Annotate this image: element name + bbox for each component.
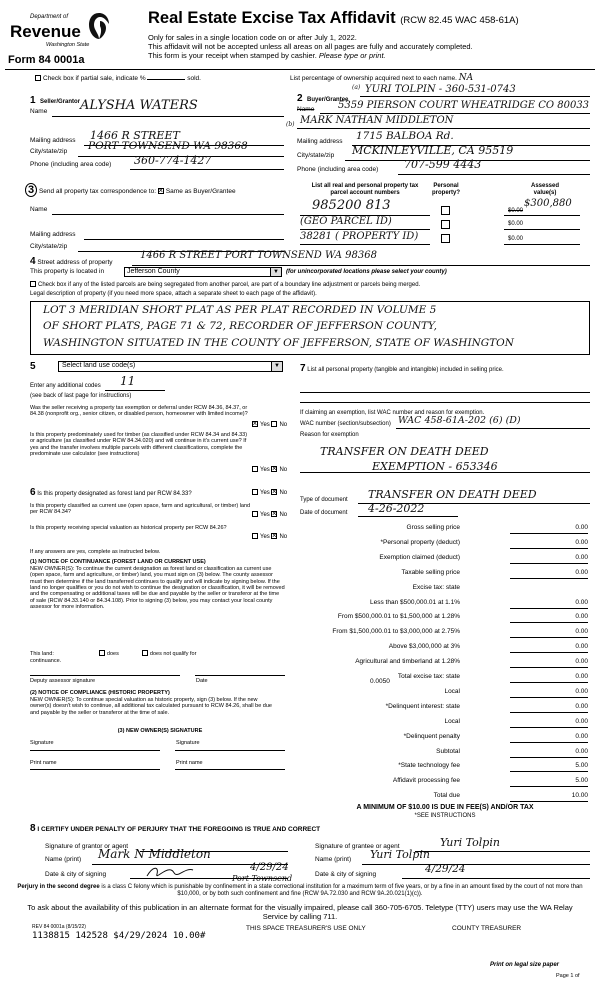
buyer-mark-b: (b) — [286, 121, 295, 128]
buyer-mail[interactable]: 1715 BALBOA Rd. — [356, 130, 454, 142]
partial-sold: sold. — [187, 75, 201, 82]
parcel-number-1[interactable]: 985200 813 — [312, 198, 391, 213]
buyer-heading-label: Buyer/Grantee — [307, 97, 349, 103]
county-treasurer: COUNTY TREASURER — [452, 925, 522, 932]
s6-q3-no: No — [279, 534, 288, 540]
prop-street-row — [30, 256, 113, 268]
s8-num: 8 — [30, 823, 36, 834]
tax-row — [300, 777, 590, 788]
s8-cert-row — [30, 823, 320, 835]
n3-print-label-2: Print name — [176, 760, 203, 766]
tax-row — [300, 688, 590, 699]
seller-phone-label: Phone (including area code) — [30, 161, 112, 168]
prop-loc-note: (for unincorporated locations please select your county) — [286, 269, 447, 275]
s7-num: 7 — [300, 363, 306, 374]
tax-row — [300, 792, 590, 803]
codes-label: Enter any additional codes — [30, 383, 101, 389]
tax-row-value[interactable]: 0.00 — [510, 539, 588, 549]
s6-q3: Is this property receiving special valuation as historical property per RCW 84.26? — [30, 525, 227, 531]
tax-row — [300, 613, 590, 624]
seller-mail[interactable]: 1466 R STREET — [90, 129, 180, 142]
parcels-personal-header: Personal property? — [431, 183, 460, 197]
logo-main: Revenue — [10, 22, 81, 41]
pct-row — [290, 73, 473, 84]
pct-label: List percentage of ownership acquired next to each name. — [290, 75, 457, 82]
s6-land-label: This land: — [30, 651, 54, 657]
codes-value[interactable]: 11 — [120, 374, 136, 388]
doc-type-label: Type of document — [300, 497, 348, 503]
tax-row-label: From $500,000.01 to $1,500,000 at 1.28% — [337, 613, 460, 621]
parcels-header: List all real and personal property tax parcel account numbers — [311, 183, 419, 197]
g-city[interactable]: Port Townsend — [232, 874, 293, 883]
tax-row-value[interactable]: 0.00 — [510, 733, 588, 743]
buyer-city[interactable]: MCKINLEYVILLE, CA 95519 — [352, 144, 514, 157]
tax-row — [300, 628, 590, 639]
buyer-mail-label: Mailing address — [297, 138, 343, 145]
exempt-label: If claiming an exemption, list WAC number and reason for exemption. — [300, 410, 485, 416]
codes-note: (see back of last page for instructions) — [30, 393, 132, 399]
prop-seg-row — [30, 281, 420, 289]
s5-q2-answers — [252, 466, 287, 474]
tax-row-label: Total due — [433, 792, 460, 800]
tax-row — [300, 643, 590, 654]
g-name-label: Name (print) — [45, 856, 82, 863]
partial-sale-label: Check box if partial sale, indicate % — [43, 75, 146, 82]
legal-description-box[interactable] — [30, 301, 590, 355]
buyer-num: 2 — [297, 93, 303, 104]
tax-row — [300, 703, 590, 714]
pct-value: NA — [458, 73, 474, 83]
seller-city[interactable]: PORT TOWNSEND WA 98368 — [88, 140, 248, 152]
s6-q3-no-checkbox[interactable] — [271, 533, 277, 539]
s6-doesnot-checkbox[interactable] — [142, 650, 148, 656]
tax-row-value[interactable]: 5.00 — [510, 777, 588, 787]
parcel-number-2[interactable]: (GEO PARCEL ID) — [300, 216, 392, 227]
seller-mail-label: Mailing address — [30, 137, 76, 144]
s6-n1-text: NEW OWNER(S): To continue the current designation as forest land or classification as current use (open space, farm and agriculture, or timber) land, you must sign on (3) below. The county assessor must then determine if the land transferred continues to qualify and will indicate by signing below. If the land no longer qualifies or you do not wish to continue the designation or classification, it will be removed and the compensating or additional taxes will be due and payable by the seller or transferor at the time of sale (RCW 84.33.140 or 84.34.108). Prior to signing (3) below, you may contact your local county assessor for more information. — [30, 566, 285, 610]
legal-paper-note: Print on legal size paper — [490, 962, 560, 968]
s5-q1-yes-checkbox[interactable] — [252, 421, 258, 427]
tax-row — [300, 762, 590, 773]
header-sub3-text: This form is your receipt when stamped by cashier. — [148, 51, 317, 60]
county-select-value: Jefferson County — [127, 268, 180, 275]
buyer-name-3[interactable]: MARK NATHAN MIDDLETON — [300, 115, 454, 126]
tax-row — [300, 584, 590, 595]
tax-row-value[interactable]: 0.00 — [510, 554, 588, 564]
seller-heading-label: Seller/Grantor — [40, 99, 81, 105]
seller-city-label: City/state/zip — [30, 148, 68, 155]
buyer-city-label: City/state/zip — [297, 152, 335, 159]
revenue-logo — [8, 10, 133, 66]
tax-see: *SEE INSTRUCTIONS — [414, 813, 476, 819]
wac-value[interactable]: WAC 458-61A-202 (6) (D) — [398, 415, 521, 426]
corr-same-label: Same as Buyer/Grantee — [165, 188, 236, 195]
prop-street-label: Street address of property — [37, 259, 113, 266]
s6-q2-yes: Yes — [260, 512, 270, 518]
n3-sig-label-2: Signature — [176, 740, 200, 746]
partial-sale-checkbox[interactable] — [35, 75, 41, 81]
logo-state: Washington State — [46, 42, 90, 48]
tax-row-value[interactable]: 0.00 — [510, 524, 588, 534]
tax-row-label: *State technology fee — [398, 762, 460, 770]
form-title — [148, 9, 519, 28]
parcel-value-2[interactable]: $0.00 — [508, 221, 524, 227]
prop-seg-label: Check box if any of the listed parcels are being segregated from another parcel, are part of a boundary line adjustment or parcels being merged. — [38, 282, 421, 288]
local-rate: 0.0050 — [370, 678, 390, 685]
tax-row-value[interactable]: 0.00 — [510, 628, 588, 638]
tax-row-value[interactable]: 0.00 — [510, 703, 588, 713]
treasurer-text: THIS SPACE TREASURER'S USE ONLY — [246, 925, 366, 932]
s7-label: List all personal property (tangible and intangible) included in selling price. — [307, 367, 504, 373]
tax-row — [300, 658, 590, 669]
tax-row — [300, 733, 590, 744]
deputy-date-label: Date — [196, 678, 208, 684]
seller-name-label: Name — [30, 108, 48, 115]
tax-row-value[interactable]: 0.00 — [510, 599, 588, 609]
parcel-value-1[interactable]: $300,880 — [524, 198, 572, 209]
s6-n2-heading: (2) NOTICE OF COMPLIANCE (HISTORIC PROPERTY) — [30, 690, 170, 696]
buyer-phone[interactable]: 707-599 4443 — [404, 158, 482, 171]
parcel-number-3[interactable]: 38281 ( PROPERTY ID) — [300, 231, 419, 242]
s6-num: 6 — [30, 487, 36, 498]
tax-row-value[interactable]: 0.00 — [510, 673, 588, 683]
tax-row-value[interactable]: 0.00 — [510, 643, 588, 653]
g-date-label: Date & city of signing — [45, 871, 107, 878]
tax-row — [300, 554, 590, 565]
s6-q2: Is this property classified as current use (open space, farm and agricultural, or timber) land per RCW 84.34? — [30, 503, 251, 516]
n3-sig-label-1: Signature — [30, 740, 54, 746]
perjury-body: is a class C felony which is punishable by confinement in a state correctional institution for a maximum term of five years, or by a fine in an amount fixed by the court of not more than $10,000, or by both such confinement and fine (RCW 9A.72.030 and RCW 9A.20.021(1)(c)). — [101, 884, 583, 898]
g-sig-label: Signature of grantor or agent — [45, 843, 129, 850]
s6-q2-yes-checkbox[interactable] — [252, 511, 258, 517]
s5-q2-yes-checkbox[interactable] — [252, 466, 258, 472]
deputy-sig-label: Deputy assessor signature — [30, 678, 96, 684]
s5-q1-answers — [252, 421, 287, 429]
s5-q1-yes: Yes — [260, 422, 270, 428]
tax-row-value[interactable]: 0.00 — [510, 688, 588, 698]
s5-q1-no-checkbox[interactable] — [271, 421, 277, 427]
tax-row-label: Exemption claimed (deduct) — [379, 553, 460, 561]
s5-q2-yes: Yes — [260, 467, 270, 473]
tax-row-label: Excise tax: state — [412, 583, 460, 591]
tax-row — [300, 539, 590, 550]
tax-row-label: Above $3,000,000 at 3% — [388, 643, 460, 651]
s6-q1-row — [30, 487, 252, 499]
s5-q2: Is this property predominately used for timber (as classified under RCW 84.34 and 84.33) or agriculture (as classified under RCW 84.34.020) and will continue in it's current use? If yes and the transfer involves multiple parcels with different classifications, complete the predominate use calculator (see instructions) — [30, 432, 248, 457]
parcels-value-header: Assessed value(s) — [530, 183, 560, 197]
s6-q2-no: No — [279, 512, 288, 518]
header-sub3-italic: Please type or print. — [318, 51, 386, 60]
b-date[interactable]: 4/29/24 — [425, 863, 466, 875]
access-text: To ask about the availability of this publication in an alternate format for the visually impaired, please call 360-705-6705. Teletype (TTY) users may use the WA Relay Service by calling 711. — [27, 903, 573, 921]
wac-label: WAC number (section/subsection) — [300, 421, 391, 427]
s5-q2-no-checkbox[interactable] — [271, 466, 277, 472]
form-number: Form 84 0001a — [8, 54, 85, 66]
doc-type-value[interactable]: TRANSFER ON DEATH DEED — [368, 488, 537, 501]
header-sub3 — [148, 51, 386, 60]
corr-same-checkbox[interactable] — [158, 188, 164, 194]
s5-q1: Was the seller receiving a property tax exemption or deferral under RCW 84.36, 84.37, or 84.38 (nonprofit org., senior citizen, or disabled person, homeowner with limited income)? — [30, 405, 248, 418]
s6-does-checkbox[interactable] — [99, 650, 105, 656]
buyer-mark-a: (a) — [352, 84, 361, 91]
s6-continuance: continuance. — [30, 658, 62, 664]
tax-row-label: Affidavit processing fee — [392, 777, 460, 785]
rev-text: REV 84 0001a (8/15/22) — [32, 924, 86, 930]
tax-row-value[interactable]: 0.00 — [510, 658, 588, 668]
perjury-bold: Perjury in the second degree — [17, 884, 100, 890]
form-title-rcw: (RCW 82.45 WAC 458-61A) — [400, 15, 519, 26]
g-name[interactable]: Mark N Middleton — [98, 847, 211, 861]
prop-loc-label: This property is located in — [30, 268, 105, 275]
buyer-name-1[interactable]: YURI TOLPIN - 360-531-0743 — [365, 84, 516, 95]
tax-row-label: Subtotal — [436, 747, 460, 755]
corr-row — [25, 184, 236, 197]
land-use-select-value: Select land use code(s) — [62, 362, 136, 369]
seller-phone[interactable]: 360-774-1427 — [134, 154, 212, 167]
corr-num: 3 — [25, 183, 37, 197]
legal-line-2: OF SHORT PLATS, PAGE 71 & 72, RECORDER OF JEFFERSON COUNTY, — [43, 320, 437, 332]
reason-line-2[interactable]: EXEMPTION - 653346 — [372, 460, 498, 473]
buyer-phone-label: Phone (including area code) — [297, 166, 379, 173]
tax-row-label: *Personal property (deduct) — [380, 538, 460, 546]
seller-heading — [30, 90, 80, 108]
corr-city-label: City/state/zip — [30, 243, 68, 250]
s6-q1-yes-checkbox[interactable] — [252, 489, 258, 495]
grantor-signature-icon — [145, 862, 195, 882]
n3-print-label-1: Print name — [30, 760, 57, 766]
s6-doesnot-label: does not qualify for — [149, 651, 197, 657]
tax-row-value[interactable]: 0.00 — [510, 718, 588, 728]
seller-num: 1 — [30, 95, 36, 106]
s6-land-row — [30, 650, 196, 657]
prop-seg-checkbox[interactable] — [30, 281, 36, 287]
tax-row-label: *Delinquent interest: state — [385, 702, 460, 710]
prop-street[interactable]: 1466 R STREET PORT TOWNSEND WA 98368 — [140, 250, 377, 261]
perjury-text — [5, 884, 595, 898]
corr-name-label: Name — [30, 206, 48, 213]
tax-row-value[interactable]: 0.00 — [510, 613, 588, 623]
s6-q2-answers — [252, 511, 287, 519]
s6-does-label: does — [106, 651, 119, 657]
legal-line-3: WASHINGTON SITUATED IN THE COUNTY OF JEFFERSON, STATE OF WASHINGTON — [43, 337, 514, 349]
header-sub1: Only for sales in a single location code on or after July 1, 2022. — [148, 33, 357, 42]
parcel-value-3[interactable]: $0.00 — [508, 236, 524, 242]
tax-row-value[interactable]: 0.00 — [510, 569, 588, 579]
land-use-select[interactable] — [58, 361, 283, 372]
s6-q1-yes: Yes — [260, 490, 270, 496]
tax-row-label: Taxable selling price — [401, 568, 460, 576]
tax-row — [300, 673, 590, 684]
county-select[interactable] — [124, 267, 282, 277]
b-date-label: Date & city of signing — [315, 871, 377, 878]
tax-row — [300, 599, 590, 610]
s6-q3-answers — [252, 533, 287, 541]
tax-row-label: From $1,500,000.01 to $3,000,000 at 2.75% — [332, 628, 460, 636]
chevron-down-icon[interactable]: ▼ — [270, 268, 281, 276]
s6-q1: Is this property designated as forest land per RCW 84.33? — [37, 491, 192, 497]
b-sig-label: Signature of grantee or agent — [315, 843, 400, 850]
tax-row-label: Total excise tax: state — [397, 673, 460, 680]
tax-minimum: A MINIMUM OF $10.00 IS DUE IN FEE(S) AND/OR TAX — [356, 804, 534, 811]
tax-row-label: *Delinquent penalty — [403, 732, 460, 740]
s6-q1-answers — [252, 489, 287, 497]
wa-logo-icon — [88, 12, 110, 40]
parcel-personal-checkbox-3[interactable] — [441, 234, 450, 243]
tax-row — [300, 569, 590, 580]
corr-label: Send all property tax correspondence to: — [38, 188, 157, 195]
prop-num: 4 — [30, 256, 36, 267]
corr-mail-label: Mailing address — [30, 231, 76, 238]
tax-row-label: Gross selling price — [406, 524, 460, 531]
tax-row — [300, 524, 590, 535]
tax-row-label: Less than $500,000.01 at 1.1% — [370, 598, 460, 606]
parcel-personal-checkbox-2[interactable] — [441, 220, 450, 229]
parcel-personal-checkbox-1[interactable] — [441, 206, 450, 215]
s6-n1-heading: (1) NOTICE OF CONTINUANCE (FOREST LAND OR CURRENT USE) — [30, 559, 206, 565]
doc-date-value[interactable]: 4-26-2022 — [368, 502, 425, 515]
tax-row-value[interactable]: 5.00 — [510, 762, 588, 772]
tax-row — [300, 748, 590, 759]
tax-row-value[interactable]: 0.00 — [510, 748, 588, 758]
b-name-label: Name (print) — [315, 856, 352, 863]
land-use-chevron-icon[interactable]: ▼ — [271, 362, 282, 371]
tax-row — [300, 718, 590, 729]
b-name[interactable]: Yuri Tolpin — [370, 848, 430, 861]
reason-label: Reason for exemption — [300, 432, 359, 438]
s5-q2-no: No — [279, 467, 288, 473]
tax-row-label: Local — [444, 717, 460, 725]
s6-n3-heading: (3) NEW OWNER(S) SIGNATURE — [117, 728, 203, 734]
reason-line-1[interactable]: TRANSFER ON DEATH DEED — [320, 445, 489, 458]
s5-num: 5 — [30, 361, 36, 372]
parcel-value-strike-1: $0.00 — [508, 208, 524, 214]
buyer-name-label: Name — [297, 106, 315, 113]
s8-cert: I CERTIFY UNDER PENALTY OF PERJURY THAT THE FOREGOING IS TRUE AND CORRECT — [37, 826, 321, 833]
s7-row — [300, 363, 590, 375]
b-sig[interactable]: Yuri Tolpin — [440, 836, 500, 849]
legal-line-1: LOT 3 MERIDIAN SHORT PLAT AS PER PLAT RECORDED IN VOLUME 5 — [43, 304, 437, 316]
s6-n2-text: NEW OWNER(S): To continue special valuation as historic property, sign (3) below. If the new owner(s) doesn't wish to continue, all additional tax calculated pursuant to RCW 84.26, shall be due and payable by the seller or transferor at the time of sale. — [30, 697, 272, 716]
s6-q1-no-checkbox[interactable] — [271, 489, 277, 495]
s6-q3-yes: Yes — [260, 534, 270, 540]
form-title-text: Real Estate Excise Tax Affidavit — [148, 9, 396, 27]
seller-name[interactable]: ALYSHA WATERS — [80, 98, 198, 113]
s6-note: If any answers are yes, complete as instructed below. — [30, 549, 161, 555]
tax-row-label: Local — [444, 687, 460, 695]
tax-row-label: Agricultural and timberland at 1.28% — [355, 658, 460, 666]
s6-q3-yes-checkbox[interactable] — [252, 533, 258, 539]
logo-dept: Department of — [30, 14, 69, 20]
s6-q2-no-checkbox[interactable] — [271, 511, 277, 517]
partial-sale-row — [35, 75, 201, 83]
doc-date-label: Date of document — [300, 510, 348, 516]
s5-q1-no: No — [279, 422, 288, 428]
g-date[interactable]: 4/29/24 — [250, 862, 289, 873]
tax-row-value[interactable]: 10.00 — [510, 792, 588, 802]
s6-q1-no: No — [279, 490, 288, 496]
buyer-name-2[interactable]: 5359 PIERSON COURT WHEATRIDGE CO 80033 — [338, 100, 590, 111]
header-sub2: This affidavit will not be accepted unless all areas on all pages are fully and accurately completed. — [148, 42, 473, 51]
cashier-stamp: 1138815 142528 $4/29/2024 10.00# — [32, 931, 206, 941]
prop-legal-label: Legal description of property (if you need more space, attach a separate sheet to each page of the affidavit). — [30, 291, 317, 297]
page-number: Page 1 of — [556, 973, 580, 979]
